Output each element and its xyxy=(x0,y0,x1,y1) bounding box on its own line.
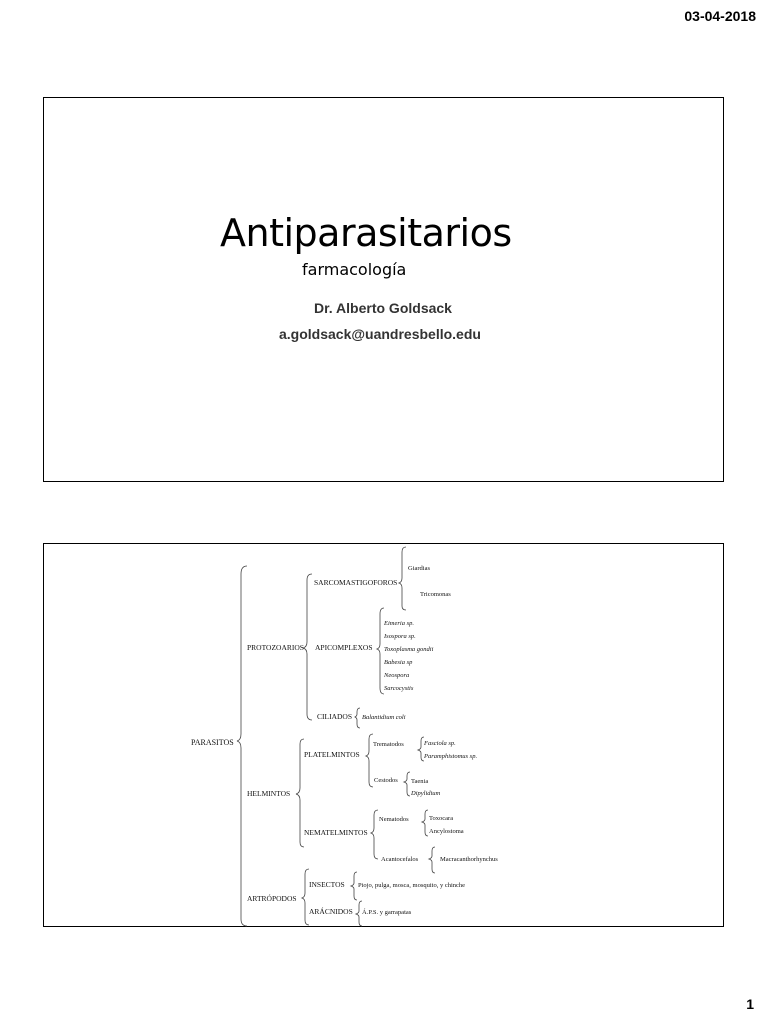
brace-acantocefalos xyxy=(429,847,435,873)
brace-insectos xyxy=(351,872,357,900)
brace-root xyxy=(237,566,247,926)
leaf-taenia: Taenia xyxy=(411,778,429,785)
node-apicomplexos: APICOMPLEXOS xyxy=(315,643,373,652)
node-artropodos: ARTRÓPODOS xyxy=(247,894,297,903)
leaf-isospora: Isospora sp. xyxy=(384,633,416,640)
leaf-insectos-list: Piojo, pulga, mosca, mosquito, y chinche xyxy=(358,882,466,889)
brace-cestodos xyxy=(404,772,410,796)
leaf-eimeria: Eimeria sp. xyxy=(384,620,414,627)
node-insectos: INSECTOS xyxy=(309,880,345,889)
page-number: 1 xyxy=(746,996,754,1012)
node-ciliados: CILIADOS xyxy=(317,712,352,721)
leaf-tricomonas: Tricomonas xyxy=(420,591,451,598)
node-helmintos: HELMINTOS xyxy=(247,789,291,798)
node-cestodos: Cestodos xyxy=(374,777,398,784)
brace-protozoarios xyxy=(303,574,312,720)
author-name: Dr. Alberto Goldsack xyxy=(314,300,452,316)
leaf-toxoplasma: Toxoplasma gondii xyxy=(384,646,434,653)
node-platelmintos: PLATELMINTOS xyxy=(304,750,360,759)
node-acantocefalos: Acantocefalos xyxy=(381,856,419,863)
brace-nematelmintos xyxy=(371,810,378,859)
leaf-balantidium: Balantidium coli xyxy=(362,714,406,721)
node-nematelmintos: NEMATELMINTOS xyxy=(304,828,368,837)
title-slide xyxy=(43,97,724,482)
leaf-toxocara: Toxocara xyxy=(429,815,454,822)
node-trematodos: Trematodos xyxy=(373,741,404,748)
date-label: 03-04-2018 xyxy=(684,8,756,24)
node-parasitos: PARASITOS xyxy=(191,738,234,747)
leaf-dipylidium: Dipylidium xyxy=(411,790,441,797)
author-email: a.goldsack@uandresbello.edu xyxy=(279,326,481,342)
parasite-taxonomy-diagram xyxy=(44,544,725,928)
brace-helmintos xyxy=(296,739,304,847)
node-sarcomastigoforos: SARCOMASTIGOFOROS xyxy=(314,578,398,587)
leaf-giardias: Giardias xyxy=(408,565,431,572)
leaf-aracnidos-list: Á.P.S. y garrapatas xyxy=(362,909,412,916)
taxonomy-slide xyxy=(43,543,724,927)
node-protozoarios: PROTOZOARIOS xyxy=(247,643,304,652)
slide-title: Antiparasitarios xyxy=(220,211,512,255)
leaf-babesia: Babesia sp xyxy=(384,659,413,666)
brace-platelmintos xyxy=(366,734,373,787)
leaf-fasciola: Fasciola sp. xyxy=(424,740,456,747)
leaf-sarcocystis: Sarcocystis xyxy=(384,685,414,692)
node-nematodos: Nematodos xyxy=(379,816,409,823)
brace-artropodos xyxy=(302,869,309,925)
slide-subtitle: farmacología xyxy=(302,260,407,279)
leaf-neospora: Neospora xyxy=(384,672,410,679)
brace-apicomplexos xyxy=(377,608,384,694)
brace-sarcomastigoforos xyxy=(399,547,406,610)
node-aracnidos: ARÁCNIDOS xyxy=(309,907,353,916)
brace-ciliados xyxy=(355,708,360,728)
leaf-ancylostoma: Ancylostoma xyxy=(429,828,464,835)
brace-nematodos xyxy=(422,810,428,836)
leaf-paramphistomus: Paramphistomus sp. xyxy=(424,753,478,760)
leaf-macracanthorhynchus: Macracanthorhynchus xyxy=(440,856,498,863)
